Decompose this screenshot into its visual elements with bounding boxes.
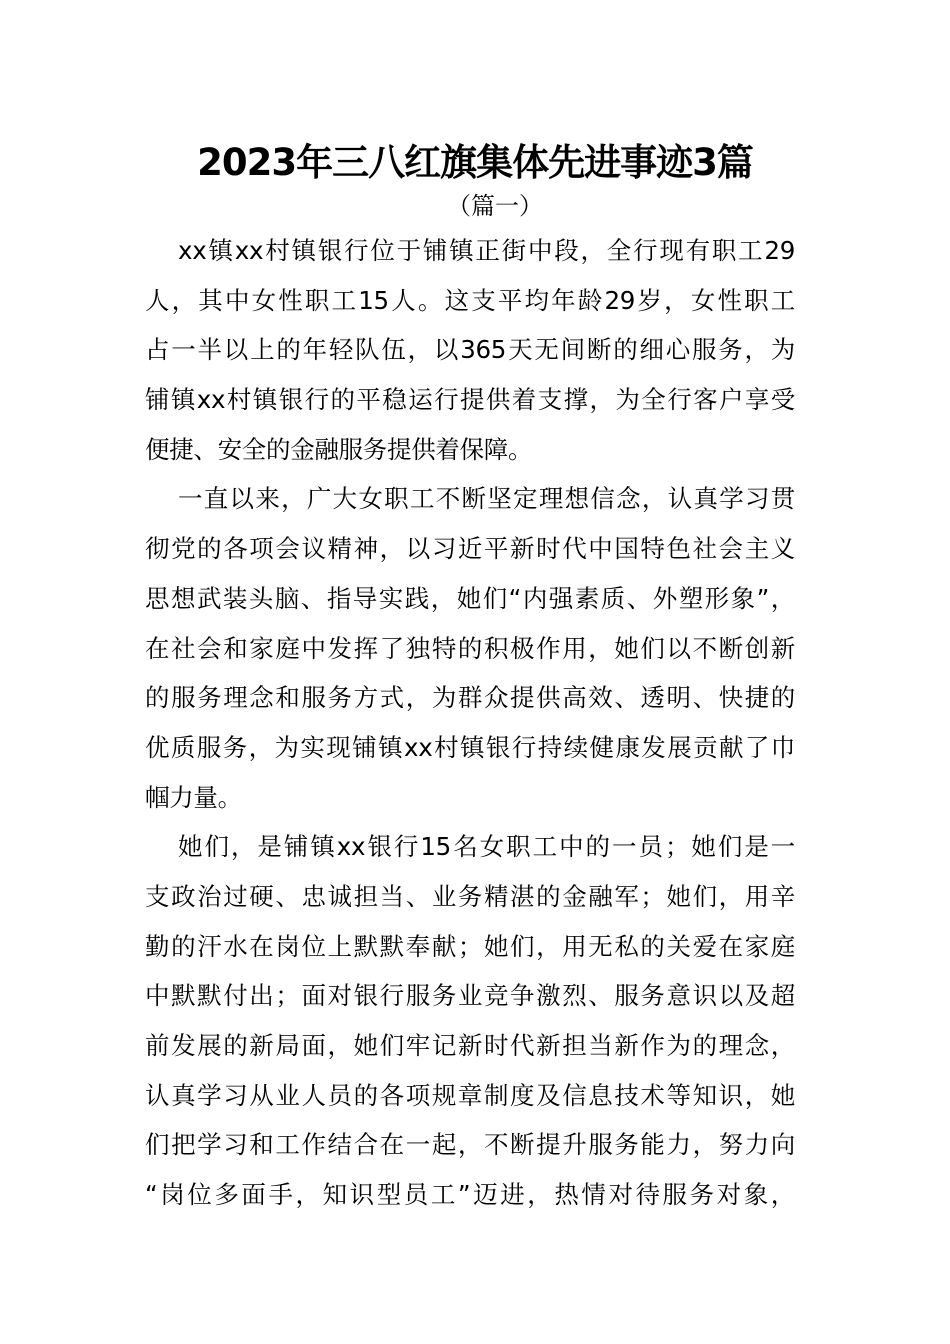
paragraph-line: 占一半以上的年轻队伍，以365天无间断的细心服务，为 (145, 335, 795, 365)
paragraph-line: 铺镇xx村镇银行的平稳运行提供着支撑，为全行客户享受 (145, 385, 795, 415)
paragraph-line: 便捷、安全的金融服务提供着保障。 (145, 434, 533, 464)
paragraph (145, 828, 795, 1226)
document-title: 2023年三八红旗集体先进事迹3篇 (197, 141, 753, 184)
paragraph (145, 232, 795, 480)
paragraph (145, 480, 795, 828)
paragraph-line: 帼力量。 (145, 782, 242, 812)
document-subtitle: （篇一） (447, 192, 543, 220)
paragraph-line: 思想武装头脑、指导实践，她们“内强素质、外塑形象”， (145, 583, 795, 613)
paragraph-line: 在社会和家庭中发挥了独特的积极作用，她们以不断创新 (145, 633, 795, 663)
paragraph-line: 中默默付出；面对银行服务业竞争激烈、服务意识以及超 (145, 981, 795, 1011)
paragraph-line: 彻党的各项会议精神，以习近平新时代中国特色社会主义 (145, 534, 795, 564)
paragraph-line: “岗位多面手，知识型员工”迈进，热情对待服务对象， (145, 1180, 795, 1210)
paragraph-line: 她们，是铺镇xx银行15名女职工中的一员；她们是一 (178, 832, 795, 862)
paragraph-line: 支政治过硬、忠诚担当、业务精湛的金融军；她们，用辛 (145, 881, 795, 911)
paragraph-line: 前发展的新局面，她们牢记新时代新担当新作为的理念， (145, 1031, 795, 1060)
paragraph-line: xx镇xx村镇银行位于铺镇正街中段，全行现有职工29 (178, 236, 795, 265)
paragraph-line: 一直以来，广大女职工不断坚定理想信念，认真学习贯 (178, 484, 795, 514)
paragraph-line: 们把学习和工作结合在一起，不断提升服务能力，努力向 (145, 1130, 795, 1160)
paragraph-line: 认真学习从业人员的各项规章制度及信息技术等知识，她 (145, 1080, 795, 1110)
paragraph-line: 的服务理念和服务方式，为群众提供高效、透明、快捷的 (145, 683, 795, 713)
paragraph-line: 人，其中女性职工15人。这支平均年龄29岁，女性职工 (145, 285, 795, 315)
document-body (145, 232, 795, 1226)
paragraph-line: 优质服务，为实现铺镇xx村镇银行持续健康发展贡献了巾 (145, 732, 795, 762)
paragraph-line: 勤的汗水在岗位上默默奉献；她们，用无私的关爱在家庭 (145, 931, 795, 961)
